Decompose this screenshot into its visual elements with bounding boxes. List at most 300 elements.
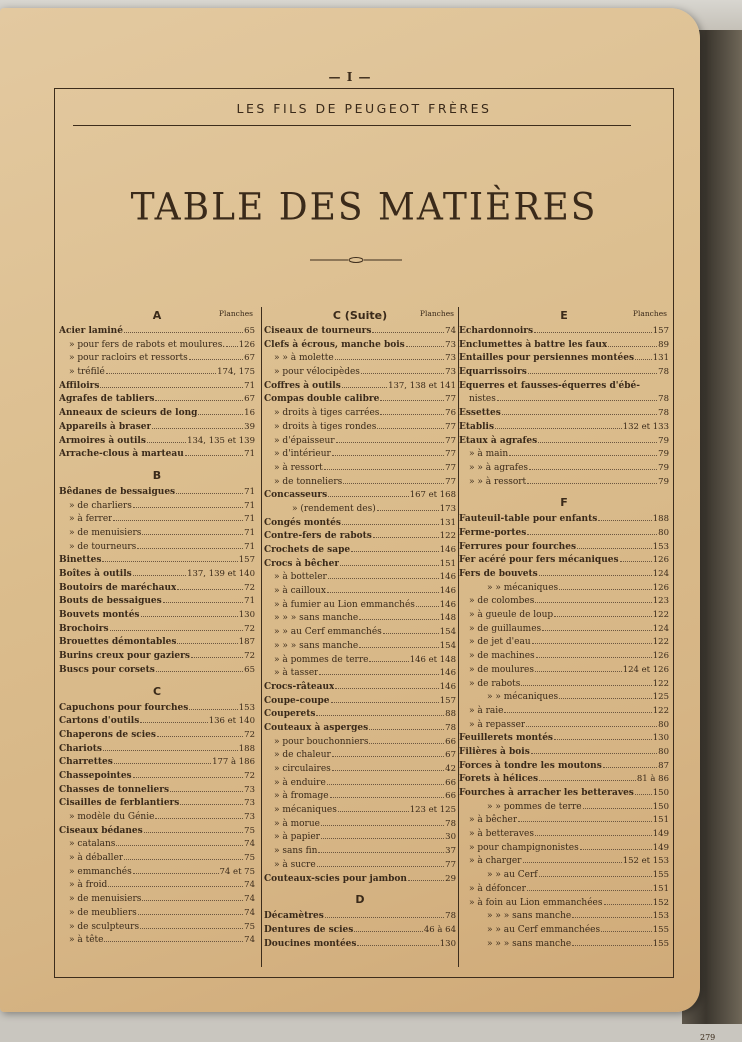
entry-leader-dots [535,595,651,603]
entry-label: Arrache-clous à marteau [59,449,184,460]
entry-label: Brochoirs [59,623,109,634]
index-entry [459,421,669,435]
entry-page-ref: 80 [658,746,669,757]
entry-label: Couteaux-scies pour jambon [264,873,407,884]
index-entry [59,609,255,623]
index-entry [459,732,669,746]
index-entry [459,773,669,787]
section-letter: C [152,684,162,698]
index-entry [459,609,669,623]
entry-leader-dots [542,623,652,631]
entry-label: » » à molette [274,353,334,364]
section-letter: F [560,496,568,510]
index-entry [264,777,456,791]
entry-leader-dots [331,695,439,703]
entry-label: Doucines montées [264,938,357,949]
index-entry [459,568,669,582]
entry-label: Binettes [59,555,102,566]
entry-leader-dots [133,500,243,508]
entry-leader-dots [152,421,243,429]
index-entry [59,366,255,380]
index-entry [264,352,456,366]
index-entry [459,883,669,897]
entry-leader-dots [340,558,439,566]
entry-page-ref: 150 [652,801,669,812]
section-letter: D [355,893,365,907]
entry-page-ref: 89 [658,339,669,350]
index-entry [59,554,255,568]
entry-page-ref: 157 [439,695,456,706]
entry-page-ref: 131 [439,517,456,528]
entry-leader-dots [100,380,243,388]
entry-leader-dots [497,393,657,401]
index-column-e [459,307,669,967]
entry-leader-dots [554,732,652,740]
entry-page-ref: 81 à 86 [636,774,669,785]
entry-page-ref: 78 [658,367,669,378]
entry-leader-dots [177,582,243,590]
index-column-c [261,307,459,967]
entry-label: Crochets de sape [264,545,351,555]
entry-page-ref: 71 [244,380,255,391]
entry-label: » à tasser [274,668,319,679]
entry-page-ref: 123 [652,596,669,607]
entry-label: Boîtes à outils [59,569,132,579]
entry-leader-dots [140,921,243,929]
entry-label: » à fromage [274,791,329,802]
entry-label: Filières à bois [459,746,530,757]
entry-page-ref: 73 [244,784,255,795]
index-entry [459,541,669,555]
entry-leader-dots [369,654,408,662]
entry-leader-dots [343,476,444,484]
entry-label: Chariots [59,743,102,754]
entry-leader-dots [369,736,444,744]
entry-page-ref: 77 [445,449,456,460]
entry-page-ref: 79 [658,476,669,487]
index-entry [459,339,669,353]
entry-leader-dots [559,582,652,590]
entry-leader-dots [332,749,444,757]
index-entry [459,393,669,407]
entry-leader-dots [317,859,444,867]
entry-leader-dots [170,784,243,792]
entry-label: Chasses de tonneliers [59,784,170,795]
entry-page-ref: 77 [445,462,456,473]
entry-page-ref: 77 [445,859,456,870]
entry-leader-dots [380,393,444,401]
index-entry [459,787,669,801]
entry-page-ref: 146 [439,586,456,597]
entry-page-ref: 71 [244,596,255,607]
entry-label: Bouts de bessaigues [59,596,162,607]
entry-leader-dots [527,883,652,891]
entry-page-ref: 122 [652,705,669,716]
entry-label: » de rabots [469,678,521,689]
entry-leader-dots [147,435,186,443]
index-entry [59,907,255,921]
entry-page-ref: 29 [445,873,456,884]
entry-label: » droits à tiges rondes [274,421,377,432]
entry-leader-dots [536,650,652,658]
entry-label: » de machines [469,651,535,662]
index-entry [264,818,456,832]
entry-label: » catalans [69,839,116,850]
entry-label: » droits à tiges carrées [274,408,380,419]
entry-leader-dots [163,595,243,603]
entry-label: » mécaniques [274,805,337,816]
entry-label: Armoires à outils [59,435,146,446]
entry-leader-dots [324,462,444,470]
entry-page-ref: 72 [244,582,255,593]
entry-label: » à raie [469,705,504,716]
entry-page-ref: 146 [439,545,456,555]
entry-leader-dots [601,924,652,932]
entry-page-ref: 73 [445,367,456,378]
entry-leader-dots [523,855,622,863]
index-entry [264,585,456,599]
entry-page-ref: 71 [244,541,255,552]
index-entry [264,558,456,572]
entry-leader-dots [318,845,444,853]
entry-leader-dots [332,448,444,456]
index-entry [59,527,255,541]
entry-leader-dots [114,756,211,764]
entry-label: Entailles pour persiennes montées [459,353,635,364]
entry-page-ref: 146 [439,681,456,692]
entry-page-ref: 39 [244,421,255,432]
index-entry [264,790,456,804]
index-entry [59,595,255,609]
entry-label: Crocs à bêcher [264,558,340,569]
entry-leader-dots [327,585,439,593]
entry-page-ref: 153 [652,911,669,922]
entry-leader-dots [133,866,219,874]
entry-label: Clefs à écrous, manche bois [264,339,405,350]
entry-leader-dots [330,790,445,798]
index-entry [459,705,669,719]
entry-label: Contre-fers de rabots [264,531,372,542]
entry-label: » circulaires [274,764,331,774]
entry-page-ref: 74 [244,894,255,905]
entry-leader-dots [527,476,657,484]
entry-page-ref: 77 [445,435,456,446]
entry-page-ref: 78 [445,818,456,829]
entry-leader-dots [342,380,387,388]
entry-label: » à charger [469,856,522,867]
index-entry [264,366,456,380]
index-entry [264,873,456,887]
entry-leader-dots [495,421,622,429]
entry-leader-dots [518,814,652,822]
entry-label: » de moulures [469,664,534,675]
entry-page-ref: 131 [652,353,669,364]
entry-label: » de guillaumes [469,623,542,634]
index-entry [264,380,456,394]
entry-label: Affiloirs [59,380,100,391]
entry-page-ref: 78 [658,394,669,405]
entry-leader-dots [620,554,652,562]
entry-page-ref: 73 [244,798,255,809]
entry-page-ref: 72 [244,623,255,634]
entry-leader-dots [106,366,216,374]
planches-label: Planches [632,309,667,318]
entry-label: » de jet d'eau [469,637,531,648]
index-entry [264,924,456,938]
entry-leader-dots [529,462,657,470]
entry-page-ref: 187 [238,637,255,648]
entry-label: » de menuisiers [69,894,142,905]
entry-leader-dots [142,893,243,901]
entry-page-ref: 124 et 126 [622,664,669,675]
entry-page-ref: 67 [244,394,255,405]
entry-leader-dots [137,541,243,549]
index-entry [459,476,669,490]
index-entry [59,325,255,339]
entry-leader-dots [377,503,439,511]
entry-label: Fauteuil-table pour enfants [459,514,598,525]
index-entry [264,599,456,613]
index-entry [59,729,255,743]
index-entry [459,855,669,869]
index-columns [55,307,673,967]
entry-label: Crocs-râteaux [264,681,335,692]
index-entry [459,760,669,774]
entry-page-ref: 71 [244,500,255,511]
entry-page-ref: 80 [658,527,669,538]
index-entry [459,746,669,760]
index-entry [264,571,456,585]
index-entry [59,623,255,637]
entry-leader-dots [327,777,444,785]
entry-label: » de tonneliers [274,476,343,487]
entry-leader-dots [335,352,444,360]
index-entry [264,859,456,873]
entry-leader-dots [336,435,445,443]
entry-page-ref: 67 [445,750,456,761]
entry-label: » de charliers [69,500,132,511]
index-entry [264,736,456,750]
entry-page-ref: 75 [244,921,255,932]
index-entry [264,831,456,845]
entry-page-ref: 72 [244,770,255,781]
entry-page-ref: 74 [244,839,255,850]
entry-leader-dots [177,636,237,644]
entry-label: » à ressort [274,462,323,473]
index-entry [59,702,255,716]
index-entry [59,352,255,366]
index-entry [264,489,456,503]
entry-label: Anneaux de scieurs de long [59,408,198,419]
entry-label: Charrettes [59,757,113,768]
entry-label: » modèle du Génie [69,812,155,822]
entry-label: » à papier [274,832,320,843]
entry-page-ref: 126 [238,339,255,350]
entry-page-ref: 30 [445,832,456,843]
entry-label: Chaperons de scies [59,729,156,740]
entry-label: » à morue [274,818,320,829]
index-entry [459,366,669,380]
entry-label: Cisailles de ferblantiers [59,798,180,809]
index-entry [59,636,255,650]
entry-leader-dots [535,664,622,672]
index-entry [459,595,669,609]
index-entry [264,435,456,449]
entry-page-ref: 146 et 148 [409,654,456,665]
index-entry [459,664,669,678]
entry-leader-dots [377,421,444,429]
entry-leader-dots [156,664,243,672]
index-entry [59,407,255,421]
entry-page-ref: 74 et 75 [219,866,255,877]
entry-page-ref: 149 [652,829,669,840]
entry-page-ref: 79 [658,435,669,446]
entry-leader-dots [319,667,438,675]
entry-label: » » au Cerf emmanchés [274,627,382,638]
index-entry [59,339,255,353]
column-header [59,307,255,325]
index-entry [59,513,255,527]
entry-label: Etablis [459,421,495,432]
entry-label: Agrafes de tabliers [59,394,155,405]
index-entry [59,797,255,811]
entry-label: Feuillerets montés [459,733,553,744]
column-header [264,307,456,325]
entry-leader-dots [185,448,243,456]
planches-label: Planches [218,309,253,318]
entry-leader-dots [133,770,244,778]
entry-leader-dots [359,640,439,648]
index-entry [59,541,255,555]
index-entry [264,339,456,353]
index-entry [264,448,456,462]
entry-label: Ferrures pour fourches [459,541,577,552]
entry-page-ref: 188 [652,514,669,525]
entry-leader-dots [572,938,652,946]
entry-page-ref: 88 [445,709,456,720]
index-entry [59,811,255,825]
entry-label: Etaux à agrafes [459,435,538,446]
entry-leader-dots [408,873,444,881]
entry-page-ref: 71 [244,527,255,538]
index-entry [459,910,669,924]
entry-label: » à botteler [274,572,327,583]
entry-label: Acier laminé [59,326,123,336]
entry-page-ref: 65 [244,326,255,336]
entry-leader-dots [383,626,439,634]
entry-leader-dots [538,435,657,443]
entry-leader-dots [369,722,444,730]
entry-page-ref: 75 [244,853,255,864]
index-entry [459,513,669,527]
index-entry [264,612,456,626]
entry-label: Essettes [459,408,501,419]
entry-page-ref: 74 [445,326,456,336]
entry-leader-dots [580,842,652,850]
entry-leader-dots [328,489,408,497]
index-entry [59,770,255,784]
entry-label: Concasseurs [264,490,328,501]
entry-label: Forets à hélices [459,774,539,785]
header-title: LES FILS DE PEUGEOT FRÈRES [236,101,492,116]
index-entry [459,842,669,856]
index-entry [459,691,669,705]
entry-leader-dots [361,366,444,374]
entry-label: » à bêcher [469,815,518,826]
entry-label: » pour champignonistes [469,842,579,853]
entry-label: Fers de bouvets [459,569,538,579]
entry-label: » pour fers de rabots et moulures. [69,339,226,350]
entry-page-ref: 46 à 64 [423,924,456,935]
entry-leader-dots [155,811,243,819]
index-entry [459,828,669,842]
index-entry [459,448,669,462]
entry-leader-dots [528,366,657,374]
entry-page-ref: 71 [244,449,255,460]
page-frame [54,88,716,1042]
index-entry [264,910,456,924]
index-entry [459,554,669,568]
entry-page-ref: 130 [652,733,669,744]
entry-page-ref: 155 [652,870,669,881]
index-entry [264,544,456,558]
entry-leader-dots [572,910,652,918]
index-entry [59,486,255,500]
index-entry [459,938,669,952]
entry-leader-dots [191,650,243,658]
index-entry [264,695,456,709]
entry-leader-dots [583,801,652,809]
index-entry [264,749,456,763]
entry-leader-dots [189,702,237,710]
entry-page-ref: 42 [445,764,456,774]
entry-label: » à tête [69,935,104,946]
entry-page-ref: 134, 135 et 139 [187,435,255,446]
entry-label: Compas double calibre [264,394,380,405]
entry-page-ref: 167 et 168 [409,490,456,501]
entry-page-ref: 122 [652,678,669,689]
index-entry [59,784,255,798]
entry-page-ref: 174, 175 [217,367,255,378]
page-top-number: — I — [328,70,372,84]
entry-leader-dots [539,869,652,877]
entry-label: » (rendement des) [292,503,376,514]
entry-label: » » au Cerf emmanchées [487,924,601,935]
entry-leader-dots [502,407,657,415]
index-entry [59,921,255,935]
entry-page-ref: 146 [439,599,456,610]
entry-label: » pour vélocipèdes [274,367,360,378]
index-entry [459,582,669,596]
index-entry [264,325,456,339]
entry-leader-dots [577,541,652,549]
planches-label: Planches [419,309,454,318]
entry-page-ref: 87 [658,760,669,771]
entry-label: » » mécaniques [487,582,559,593]
folio-number: 279 [700,1033,716,1042]
entry-page-ref: 155 [652,938,669,949]
entry-label: Equarrissoirs [459,367,527,378]
entry-label: Burins creux pour gaziers [59,651,190,662]
ornament-divider [310,255,402,265]
entry-leader-dots [559,691,652,699]
index-entry [264,654,456,668]
entry-leader-dots [509,448,657,456]
entry-label: » à main [469,449,509,460]
entry-page-ref: 154 [439,627,456,638]
index-entry [264,476,456,490]
index-entry [459,814,669,828]
